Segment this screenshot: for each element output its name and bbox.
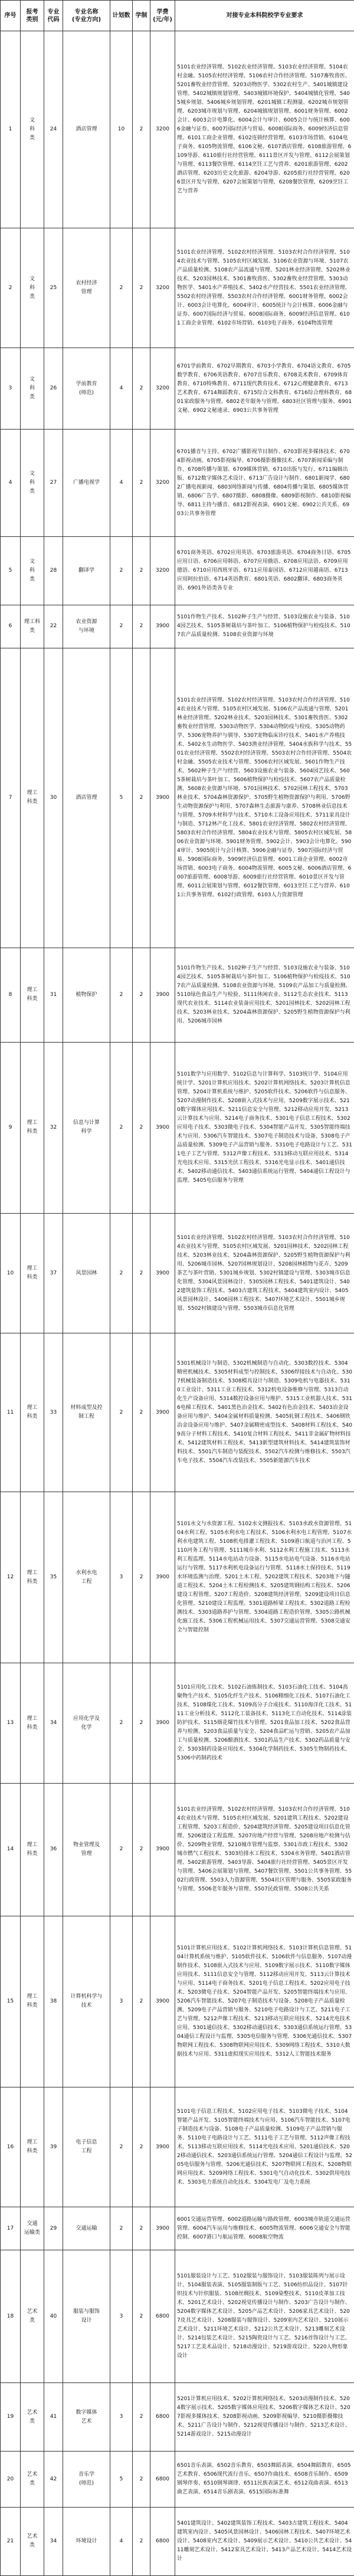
cell-requirements: 5101应用化工技术、5102石油炼制技术、5103石油化工技术、5104高聚物生产技术、5105化纤生产技术、5106精细化工技术、5107石油化工技术、5108煤化工技术、5109高分子合成技术、5110海洋化工技术、5111工业分析技术、5112化工装备技术、5113化工自动化技术、5114涂装防护技术、5115烟花爆竹技术与管理、5201食品加工技术、5202食品营养与检测、5203食品质量与安全、5204食品贮运与营销、5205农产品加工与质量检测、5206酿酒技术、5301药品生产技术、5302药品质量与安全、5303制药设备应用技术、5304化学制药技术、5305生物制药技术、5306中药制药技术 <box>175 1663 354 1783</box>
cell-major-name: 应用化学及 化学 <box>63 1663 110 1783</box>
cell-duration: 2 <box>133 2507 150 2575</box>
cell-plan: 10 <box>110 31 133 228</box>
cell-category: 理工 科类 <box>21 1916 44 2087</box>
cell-duration: 2 <box>133 2250 150 2383</box>
cell-plan: 2 <box>110 948 133 1042</box>
cell-plan: 5 <box>110 2452 133 2507</box>
cell-tuition: 3900 <box>150 2207 175 2250</box>
table-row <box>1 1492 354 1663</box>
cell-major-name: 广播电视学 <box>63 430 110 537</box>
cell-plan: 3 <box>110 2383 133 2452</box>
cell-major-name: 服装与服饰 设计 <box>63 2250 110 2383</box>
cell-plan: 3 <box>110 1916 133 2087</box>
cell-major-name: 植物保护 <box>63 948 110 1042</box>
cell-major-code: 42 <box>44 2452 63 2507</box>
cell-serial: 14 <box>1 1783 21 1916</box>
cell-major-name: 交通运输 <box>63 2207 110 2250</box>
cell-requirements: 5101农业经济管理、5102农村经济管理、5103农村合作经济管理、5104农业技术与管理、5105农村区域发展、5201建筑工程技术、5202建设工程管理、5203工程造价、5204建筑经济管理、5205建设项目信息化管理、5206建设工程监理、5207房地产经营与管理、5208房地产检测与估价、5209物业管理、5210城市管理与监察、5301市政工程技术、5302城市燃气工程技术、5303给排水工程技术、5304水务管理、5401酒店管理、5402旅游管理、5403导游、5404旅行社经营管理、5405景区开发与管理、5406会展策划与管理、5407餐饮管理、5501公共事务管理、5502行政管理、5503人力资源管理、5504社区管理与服务、5505家政服务与管理、5506老年服务与管理、5507民政管理、5508公共关系 <box>175 1783 354 1916</box>
cell-tuition: 3200 <box>150 228 175 348</box>
table-row <box>1 2383 354 2452</box>
cell-requirements: 5101服装设计与工艺、5102服装与服饰设计、5103服装陈列与展示设计、5104服装表演、5105服装制版与工艺、5106纺织品设计、5107针织技术与针织服装、5108丝绸技术、5109染整技术、5110皮革加工技术、5201艺术设计、5202视觉传播设计与制作、5203广告设计与制作、5204数字媒体艺术设计、5205产品艺术设计、5206家具艺术设计、5207皮具艺术设计、5208服装与服饰设计、5209室内艺术设计、5210展示艺术设计、5211环境艺术设计、5212公共艺术设计、5213雕刻艺术设计、5214包装艺术设计、5215陶瓷设计与工艺、5216首饰设计与工艺、5217工艺美术品设计、5218动漫设计、5219游戏设计、5220人物形象设计 <box>175 2250 354 2383</box>
cell-category: 理工 科类 <box>21 1333 44 1492</box>
cell-requirements: 5101农业经济管理、5102农村经济管理、5103农村合作经济管理、5104农业技术与管理、5105农村区域发展、5201园林技术、5202园林工程技术、5203林业技术、5204森林资源保护、5205野生植物资源保护与利用、5206城市园林、5207园林规划设计、5208园林植物与花卉、5209茶艺与茶叶营销、5301城乡规划、5302村镇建设与管理、5303城市信息化管理、5304风景园林设计、5305园林工程技术、5401建筑设计、5402建筑装饰工程技术、5403古建筑工程技术、5404建筑室内设计、5405风景园林设计、5406园林工程技术、5407环境艺术设计、5501城乡规划、5502村镇建设与管理、5503城市信息化管理 <box>175 1213 354 1333</box>
cell-category: 理工科 类 <box>21 605 44 648</box>
cell-major-code: 36 <box>44 1783 63 1916</box>
cell-major-code: 24 <box>44 31 63 228</box>
cell-plan: 4 <box>110 2507 133 2575</box>
cell-tuition: 3200 <box>150 536 175 605</box>
cell-plan: 4 <box>110 348 133 430</box>
table-row <box>1 1783 354 1916</box>
cell-requirements: 5201计算机应用技术、5202计算机网络技术、5203动漫制作技术、5204数字展示技术、5205数字媒体应用技术、5206数字媒体艺术设计、5207影视多媒体技术、5208影视动画、5209影视编导、5210摄影摄像技术、5211广告设计与制作、5212视觉传播设计与制作、5213艺术设计、5214游戏设计、5215动漫设计 <box>175 2383 354 2452</box>
table-row <box>1 2250 354 2383</box>
cell-category: 交通 运输类 <box>21 2207 44 2250</box>
cell-duration: 2 <box>133 228 150 348</box>
cell-major-code: 31 <box>44 948 63 1042</box>
cell-tuition: 6800 <box>150 2250 175 2383</box>
cell-category: 理工 科类 <box>21 948 44 1042</box>
table-row <box>1 1333 354 1492</box>
cell-category: 理工 科类 <box>21 1783 44 1916</box>
cell-duration: 2 <box>133 2087 150 2207</box>
cell-serial: 20 <box>1 2452 21 2507</box>
cell-serial: 6 <box>1 605 21 648</box>
cell-requirements: 5101农业经济管理、5102农村经济管理、5103农村合作经济管理、5104农业技术与管理、5105农村区域发展、5106农业资源与环境、5107农产品质量检测、5108农产品流通与管理、5201林业经济管理、5202林业技术、5203园林技术、5301畜牧兽医、5302畜牧业经营管理、5303动物医学、5401水产养殖技术、5402水产经营技术、5501农业经济管理、5502农村经济管理、5503农村合作经济管理、6001财务管理、6002会计、6003会计电算化、6004审计、6005统计与会计核算、6006金融与证券、6007国际经济与贸易、6008国际商务、6009经济信息管理、6101工商企业管理、6102市场营销、6103电子商务、6104物流管理 <box>175 228 354 348</box>
cell-major-name: 酒店管理 <box>63 648 110 948</box>
cell-tuition: 3900 <box>150 605 175 648</box>
cell-major-code: 27 <box>44 430 63 537</box>
cell-requirements: 5101数学与应用数学、5102信息与计算科学、5103统计学、5104应用统计学、5201计算机应用技术、5202计算机网络技术、5203计算机信息管理、5204计算机系统与维护、5205软件技术、5206软件与信息服务、5207动漫制作技术、5208嵌入式技术与应用、5209数字展示技术、5210数字媒体应用技术、5211信息安全与管理、5212移动应用开发、5213云计算技术与应用、5214电子商务技术、5301电子信息工程技术、5302应用电子技术、5303微电子技术、5304智能产品开发、5305智能终端技术与应用、5306汽车智能技术、5307电子制造技术与设备、5308电子产品质量检测、5309电子产品营销与服务、5310电子电路设计与工艺、5311电子工艺与管理、5312声像工程技术、5313移动互联应用技术、5314光电技术应用、5315光伏工程技术、5316光电显示技术、5401通信技术、5402移动通信技术、5403通信系统运行管理、5404通信工程设计与监理、5405电信服务与管理 <box>175 1042 354 1213</box>
cell-duration: 2 <box>133 348 150 430</box>
cell-requirements: 5101作物生产技术、5102种子生产与经营、5103设施农业与装备、5104园艺技术、5105茶树栽培与茶叶加工、5106植物保护与检疫技术、5107农产品质量检测、5108农业资源与环境 <box>175 605 354 648</box>
cell-major-name: 农业资源 与环境 <box>63 605 110 648</box>
cell-category: 理工 科类 <box>21 2087 44 2207</box>
cell-requirements: 5101水文与水资源工程、5102水文测报技术、5103水政水资源管理、5104水利工程、5105水利水电工程技术、5106水利水电工程管理、5107水利水电建筑工程、5108机电排灌工程技术、5109港口航道与治河工程、5110河务工程与管理、5111城市水利、5112水利工程施工技术、5113水利工程监理、5114水电站动力设备、5115水电站电气设备、5116水电站运行与管理、5117水利机电设备运行与管理、5118水土保持技术、5119水环境监测与治理、5201土木工程、5202建筑工程技术、5203地下与隧道工程技术、5204土木工程检测技术、5205建筑钢结构工程技术、5206建设工程管理、5207工程造价、5208建筑经济管理、5209建设项目信息化管理、5210建设工程监理、5301道路桥梁工程技术、5302道路工程检测技术、5303道路养护与管理、5304道路工程造价管理、5305公路机械化施工技术、5306工程机械运用技术、5307交通运营管理、5308交通安全与智能控制 <box>175 1492 354 1663</box>
cell-major-code: 35 <box>44 1492 63 1663</box>
table-body <box>1 31 354 2576</box>
cell-major-name: 环境设计 <box>63 2507 110 2575</box>
cell-major-name: 酒店管理 <box>63 31 110 228</box>
header-major-name: 专业名称 (专业方向) <box>63 1 110 31</box>
cell-plan: 2 <box>110 536 133 605</box>
cell-requirements: 5101作物生产技术、5102种子生产与经营、5103设施农业与装备、5104园艺技术、5105茶树栽培与茶叶加工、5106植物保护与检疫技术、5107农产品质量检测、5108农业资源与环境、5109农产品加工与质量检测、5110绿色食品生产与检验、5111休闲农业、5112生态农业技术、5113现代农业技术、5114农业装备应用技术、5201园林技术、5202园林工程技术、5203林业技术、5204森林资源保护、5205野生植物资源保护与利用、5206城市园林 <box>175 948 354 1042</box>
cell-tuition: 6800 <box>150 2383 175 2452</box>
header-category: 报考 类别 <box>21 1 44 31</box>
cell-plan: 2 <box>110 1663 133 1783</box>
cell-requirements: 6701播音与主持、6702广播影视节目制作、6703影视多媒体技术、6704影视动画、6705影视编导、6706摄影摄像技术、6707新闻采编与制作、6708传播与策划、6709媒体营销、6710出版与发行、6711编辑出版、6712数字媒体艺术设计、6713广告设计与制作、6801新闻学、6802广播电视新闻、6803网络新闻与传播、6804传播与策划、6805媒体营销、6806广告学、6807摄影、6808摄像、6809影视制作、6810影视编导、6811主持与播音、6812影视表演、6901文秘、6902公共关系、6903公共事务管理 <box>175 430 354 537</box>
cell-duration: 2 <box>133 948 150 1042</box>
cell-plan: 2 <box>110 2207 133 2250</box>
cell-major-code: 25 <box>44 228 63 348</box>
cell-major-code: 34 <box>44 1663 63 1783</box>
cell-serial: 19 <box>1 2383 21 2452</box>
cell-plan: 2 <box>110 2087 133 2207</box>
cell-major-name: 农村经济 管理 <box>63 228 110 348</box>
cell-category: 文 科 类 <box>21 348 44 430</box>
cell-major-name: 翻译学 <box>63 536 110 605</box>
cell-requirements: 5101电子信息工程技术、5102应用电子技术、5103微电子技术、5104智能产品开发、5105智能终端技术与应用、5106汽车智能技术、5107电子制造技术与设备、5108电子产品质量检测、5109电子产品营销与服务、5110电子电路设计与工艺、5111电子工艺与管理、5112声像工程技术、5113移动互联应用技术、5114光电技术应用、5201通信技术、5202移动通信技术、5203通信系统运行管理、5204通信工程设计与监理、5205电信服务与管理、5206光通信技术、5207物联网工程技术、5208物联网应用技术、5209网络工程技术、5301电气自动化技术、5302供用电技术、5303电力系统自动化技术、5304发电厂及电力系统 <box>175 2087 354 2207</box>
cell-category: 理工 科类 <box>21 1492 44 1663</box>
cell-major-code: 29 <box>44 2207 63 2250</box>
cell-major-name: 音乐学 (师范) <box>63 2452 110 2507</box>
cell-category: 艺术 类 <box>21 2452 44 2507</box>
cell-serial: 7 <box>1 648 21 948</box>
cell-category: 理工 科类 <box>21 1042 44 1213</box>
cell-duration: 2 <box>133 2383 150 2452</box>
cell-major-code: 32 <box>44 1042 63 1213</box>
cell-serial: 9 <box>1 1042 21 1213</box>
cell-requirements: 5401建筑设计、5402建筑装饰工程技术、5403古建筑工程技术、5404建筑室内设计、5405风景园林设计、5406园林工程技术、5407环境艺术设计、5408室内艺术设计、5409展示艺术设计、5410公共艺术设计、5411雕刻艺术设计、5412家具艺术设计、5413产品艺术设计、5414艺术设计 <box>175 2507 354 2575</box>
cell-tuition: 3200 <box>150 430 175 537</box>
cell-category: 文 科 类 <box>21 536 44 605</box>
header-tuition: 学费 (元/年) <box>150 1 175 31</box>
cell-major-name: 数字媒体 艺术 <box>63 2383 110 2452</box>
cell-major-code: 22 <box>44 605 63 648</box>
table-row <box>1 1663 354 1783</box>
cell-major-name: 电子信息 工程 <box>63 2087 110 2207</box>
cell-category: 理工 科类 <box>21 1663 44 1783</box>
table-row <box>1 1213 354 1333</box>
cell-duration: 2 <box>133 1492 150 1663</box>
cell-serial: 12 <box>1 1492 21 1663</box>
cell-duration: 2 <box>133 648 150 948</box>
table-row <box>1 536 354 605</box>
cell-requirements: 6701学前教育、6702早期教育、6703小学教育、6704语文教育、6705数学教育、6706英语教育、6707音乐教育、6708美术教育、6709体育教育、6710特殊教育、6711现代教育技术、6712心理健康教育、6713艺术教育、6714舞蹈教育、6715综合文科教育、6716综合理科教育、6801家政服务与管理、6802老年服务与管理、6803社区管理与服务、6901文秘、6902文秘速录、6903公共事务管理 <box>175 348 354 430</box>
cell-major-code: 39 <box>44 2087 63 2207</box>
cell-major-name: 信息与计算 科学 <box>63 1042 110 1213</box>
cell-category: 艺术 类 <box>21 2250 44 2383</box>
cell-category: 理工 科类 <box>21 1213 44 1333</box>
cell-major-name: 计算机科学与 技术 <box>63 1916 110 2087</box>
cell-serial: 11 <box>1 1333 21 1492</box>
table-row <box>1 31 354 228</box>
cell-major-name: 风景园林 <box>63 1213 110 1333</box>
cell-plan: 2 <box>110 228 133 348</box>
cell-plan: 2 <box>110 1213 133 1333</box>
cell-plan: 2 <box>110 1783 133 1916</box>
cell-serial: 5 <box>1 536 21 605</box>
table-row <box>1 1042 354 1213</box>
header-serial: 序号 <box>1 1 21 31</box>
cell-major-code: 38 <box>44 1916 63 2087</box>
table-row <box>1 948 354 1042</box>
cell-serial: 3 <box>1 348 21 430</box>
cell-plan: 3 <box>110 1492 133 1663</box>
cell-duration: 2 <box>133 1663 150 1783</box>
cell-requirements: 6501音乐表演、6502音乐教育、6503舞蹈表演、6504舞蹈教育、6505艺术教育、6506现代流行音乐、6507作曲技术、6508音乐制作、6509钢琴伴奏、6510钢琴调律、6511民族表演艺术、6512戏曲表演、6513曲艺表演、6514音乐剧表演、6515国际标准舞 <box>175 2452 354 2507</box>
cell-tuition: 3900 <box>150 2087 175 2207</box>
cell-major-code: 30 <box>44 648 63 948</box>
cell-duration: 2 <box>133 430 150 537</box>
cell-category: 艺术 类 <box>21 2383 44 2452</box>
table-row <box>1 228 354 348</box>
cell-tuition: 3900 <box>150 948 175 1042</box>
cell-major-name: 物业管理及 管理 <box>63 1783 110 1916</box>
table-row <box>1 2452 354 2507</box>
cell-duration: 2 <box>133 1783 150 1916</box>
cell-plan: 2 <box>110 605 133 648</box>
cell-duration: 2 <box>133 536 150 605</box>
cell-requirements: 5101农业经济管理、5102农业经济管理、5103农业经济管理、5104农村金融、5105农村经济管理、5106农村合作经济管理、5107畜牧兽医、5201畜牧业经营管理、5203动物医学、5302农村生产、5401城镇建设管理、5402城镇规划管理、5403城镇环境保护、5404城镇化管理、5405城乡规划、5406城乡规划管理、6201城镇工程测量、6202城市规划管理、6203城市规划与管理、6204城镇规划管理、6001财务管理、6002会计、6003会计电算化、6004会计与审计、6005会计与统计核算、6006金融与证券、6007国际经济与贸易、6008国际商务、6009经济信息管理、6101工商企业管理、6102连锁经营管理、6103市场营销、6104电子商务、6105物流管理、6106文秘、6107酒店管理、6108旅游管理、6109导游、6110旅行社经营管理、6111景区开发与管理、6112会展策划与管理、6113餐饮管理、6114烹饪工艺与营养、6201旅游管理、6202酒店管理、6203历史文化旅游、6204导游、6205旅行社经营管理、6206景区开发与管理、6207会展策划与管理、6208餐饮管理、6209烹饪工艺与营养 <box>175 31 354 228</box>
cell-tuition: 3900 <box>150 1042 175 1213</box>
header-major-code: 专业 代码 <box>44 1 63 31</box>
cell-major-name: 学前教育 (师范) <box>63 348 110 430</box>
header-duration: 学制 <box>133 1 150 31</box>
header-row <box>1 1 354 31</box>
cell-duration: 2 <box>133 1213 150 1333</box>
cell-major-name: 水利水电 工程 <box>63 1492 110 1663</box>
table-header <box>1 1 354 31</box>
cell-category: 文 科 类 <box>21 228 44 348</box>
table-row <box>1 2087 354 2207</box>
cell-plan: 2 <box>110 1333 133 1492</box>
table-row <box>1 2507 354 2575</box>
cell-plan: 4 <box>110 430 133 537</box>
header-requirements: 对接专业本科院校学专业要求 <box>175 1 354 31</box>
cell-requirements: 5301机械设计与制造、5302机械制造与自动化、5303数控技术、5304精密机械技术、5305材料成型与控制技术、5306焊接技术与自动化、5307机械装备制造技术、5308模具设计与制造、5309电机与电器技术、5310工业设计、5311工业工程技术、5312机电设备维修与管理、5313自动化生产设备应用、5314数控设备应用与维护、5315工业机器人技术、5316电梯工程技术、5401黑色冶金技术、5402有色冶金技术、5403冶金设备应用与维护、5404金属材料质量检测、5405轧钢工程技术、5406钢铁冶金设备应用与维护、5407金属精密成型技术、5408材料工程技术、5409高分子材料工程技术、5410复合材料工程技术、5411非金属矿物材料技术、5412建筑材料工程技术、5413新型建筑材料技术、5414建筑装饰材料技术、5501汽车制造与装配技术、5502汽车检测与维修技术、5503汽车电子技术、5504汽车改装技术、5505新能源汽车技术 <box>175 1333 354 1492</box>
cell-category: 理工 科类 <box>21 648 44 948</box>
table-row <box>1 430 354 537</box>
cell-tuition: 6800 <box>150 2507 175 2575</box>
cell-serial: 17 <box>1 2207 21 2250</box>
table-row <box>1 1916 354 2087</box>
cell-duration: 2 <box>133 31 150 228</box>
cell-tuition: 3900 <box>150 1213 175 1333</box>
cell-major-name: 材料成型及控 制工程 <box>63 1333 110 1492</box>
cell-category: 艺术 类 <box>21 2507 44 2575</box>
cell-requirements: 5101农业经济管理、5102农村经济管理、5103农村合作经济管理、5104农业技术与管理、5105农村区域发展、5106农产品流通与管理、5201林业经济管理、5202林业技术、5203园林技术、5301畜牧兽医、5302畜牧业经营管理、5303动物医学、5304动物防疫与检疫、5305动物药学、5306宠物养护与驯导、5307宠物临床诊疗技术、5401水产养殖技术、5402水生动物医学、5403渔业经济管理、5404水族科学与技术、5501农业经济管理、5502农村经济管理、5503农村合作经济管理、5504农村金融、5505农业技术与管理、5506农村区域发展、5601作物生产技术、5602种子生产与经营、5603设施农业与装备、5604园艺技术、5605茶树栽培与茶叶加工、5606植物保护与检疫技术、5607农产品质量检测、5608农业资源与环境、5701园林技术、5702园林工程技术、5703林业技术、5704森林资源保护、5705野生植物资源保护与利用、5706野生动物资源保护与利用、5707森林生态旅游与康养、5708林业信息技术与管理、5709木材科学与技术、5710木工设备应用技术、5711家具设计与制造、5712林产化工技术、5801农业经济管理、5802农村经济管理、5803农村合作经济管理、5804农业技术与管理、5805农村区域发展、5806农业资源与环境、5901财务管理、5902会计、5903会计电算化、5904审计、5905统计与会计核算、5906金融与证券、5907国际经济与贸易、5908国际商务、5909经济信息管理、6001工商企业管理、6002市场营销、6003电子商务、6004物流管理、6005文秘、6006酒店管理、6007旅游管理、6008导游、6009旅行社经营管理、6010景区开发与管理、6011会展策划与管理、6012餐饮管理、6013烹饪工艺与营养、6101公共事务管理、6102行政管理、6103人力资源管理 <box>175 648 354 948</box>
cell-serial: 2 <box>1 228 21 348</box>
cell-serial: 13 <box>1 1663 21 1783</box>
cell-requirements: 6001交通运营管理、6002道路运输与路政管理、6003城市轨道交通运营管理、6004汽车运用与维修技术、6005物流管理、6006交通安全与智能控制、6007港口与航运管理、6008航空物流 <box>175 2207 354 2250</box>
cell-tuition: 3900 <box>150 1333 175 1492</box>
cell-requirements: 5101计算机应用技术、5102计算机网络技术、5103计算机信息管理、5104计算机系统与维护、5105软件技术、5106软件与信息服务、5107动漫制作技术、5108嵌入式技术与应用、5109数字展示技术、5110数字媒体应用技术、5111信息安全与管理、5112移动应用开发、5113云计算技术与应用、5114电子商务技术、5201电子信息工程技术、5202应用电子技术、5203微电子技术、5204智能产品开发、5205智能终端技术与应用、5206汽车智能技术、5207电子制造技术与设备、5208电子产品质量检测、5209电子产品营销与服务、5210电子电路设计与工艺、5211电子工艺与管理、5212声像工程技术、5213移动互联应用技术、5214光电技术应用、5301通信技术、5302移动通信技术、5303通信系统运行管理、5304通信工程设计与监理、5305电信服务与管理、5306光通信技术、5307物联网工程技术、5308物联网应用技术、5309网络工程技术、5310大数据技术与应用、5311虚拟现实应用技术、5312人工智能技术服务 <box>175 1916 354 2087</box>
table-row <box>1 605 354 648</box>
cell-plan: 5 <box>110 648 133 948</box>
cell-plan: 2 <box>110 1042 133 1213</box>
cell-tuition: 3200 <box>150 31 175 228</box>
cell-duration: 2 <box>133 2452 150 2507</box>
table-row <box>1 648 354 948</box>
cell-major-code: 26 <box>44 348 63 430</box>
cell-serial: 15 <box>1 1916 21 2087</box>
cell-duration: 2 <box>133 1333 150 1492</box>
cell-serial: 4 <box>1 430 21 537</box>
table-row <box>1 348 354 430</box>
cell-tuition: 3900 <box>150 1916 175 2087</box>
cell-serial: 8 <box>1 948 21 1042</box>
cell-tuition: 3900 <box>150 648 175 948</box>
cell-major-code: 41 <box>44 2383 63 2452</box>
cell-serial: 16 <box>1 2087 21 2207</box>
cell-requirements: 6701商务英语、6702应用英语、6703旅游英语、6704商务日语、6705应用日语、6706应用韩语、6707应用俄语、6708应用法语、6709应用德语、6710应用西班牙语、6711应用泰国语、6712应用越南语、6713应用阿拉伯语、6714英语教育、6801英语、6802翻译、6803商务英语、6901外语类各专业 <box>175 536 354 605</box>
cell-tuition: 3900 <box>150 1783 175 1916</box>
cell-serial: 10 <box>1 1213 21 1333</box>
cell-duration: 2 <box>133 605 150 648</box>
cell-major-code: 28 <box>44 536 63 605</box>
cell-major-code: 40 <box>44 2250 63 2383</box>
cell-major-code: 33 <box>44 1333 63 1492</box>
cell-serial: 18 <box>1 2250 21 2383</box>
cell-category: 文 科 类 <box>21 430 44 537</box>
cell-serial: 21 <box>1 2507 21 2575</box>
cell-tuition: 6800 <box>150 2452 175 2507</box>
cell-category: 文 科 类 <box>21 31 44 228</box>
cell-tuition: 3900 <box>150 1663 175 1783</box>
cell-duration: 2 <box>133 1042 150 1213</box>
table-row <box>1 2207 354 2250</box>
cell-major-code: 37 <box>44 1213 63 1333</box>
cell-plan: 3 <box>110 2250 133 2383</box>
header-plan: 计划数 <box>110 1 133 31</box>
cell-tuition: 3200 <box>150 348 175 430</box>
cell-serial: 1 <box>1 31 21 228</box>
cell-duration: 2 <box>133 1916 150 2087</box>
cell-major-code: 34 <box>44 2507 63 2575</box>
cell-tuition: 3900 <box>150 1492 175 1663</box>
cell-duration: 2 <box>133 2207 150 2250</box>
